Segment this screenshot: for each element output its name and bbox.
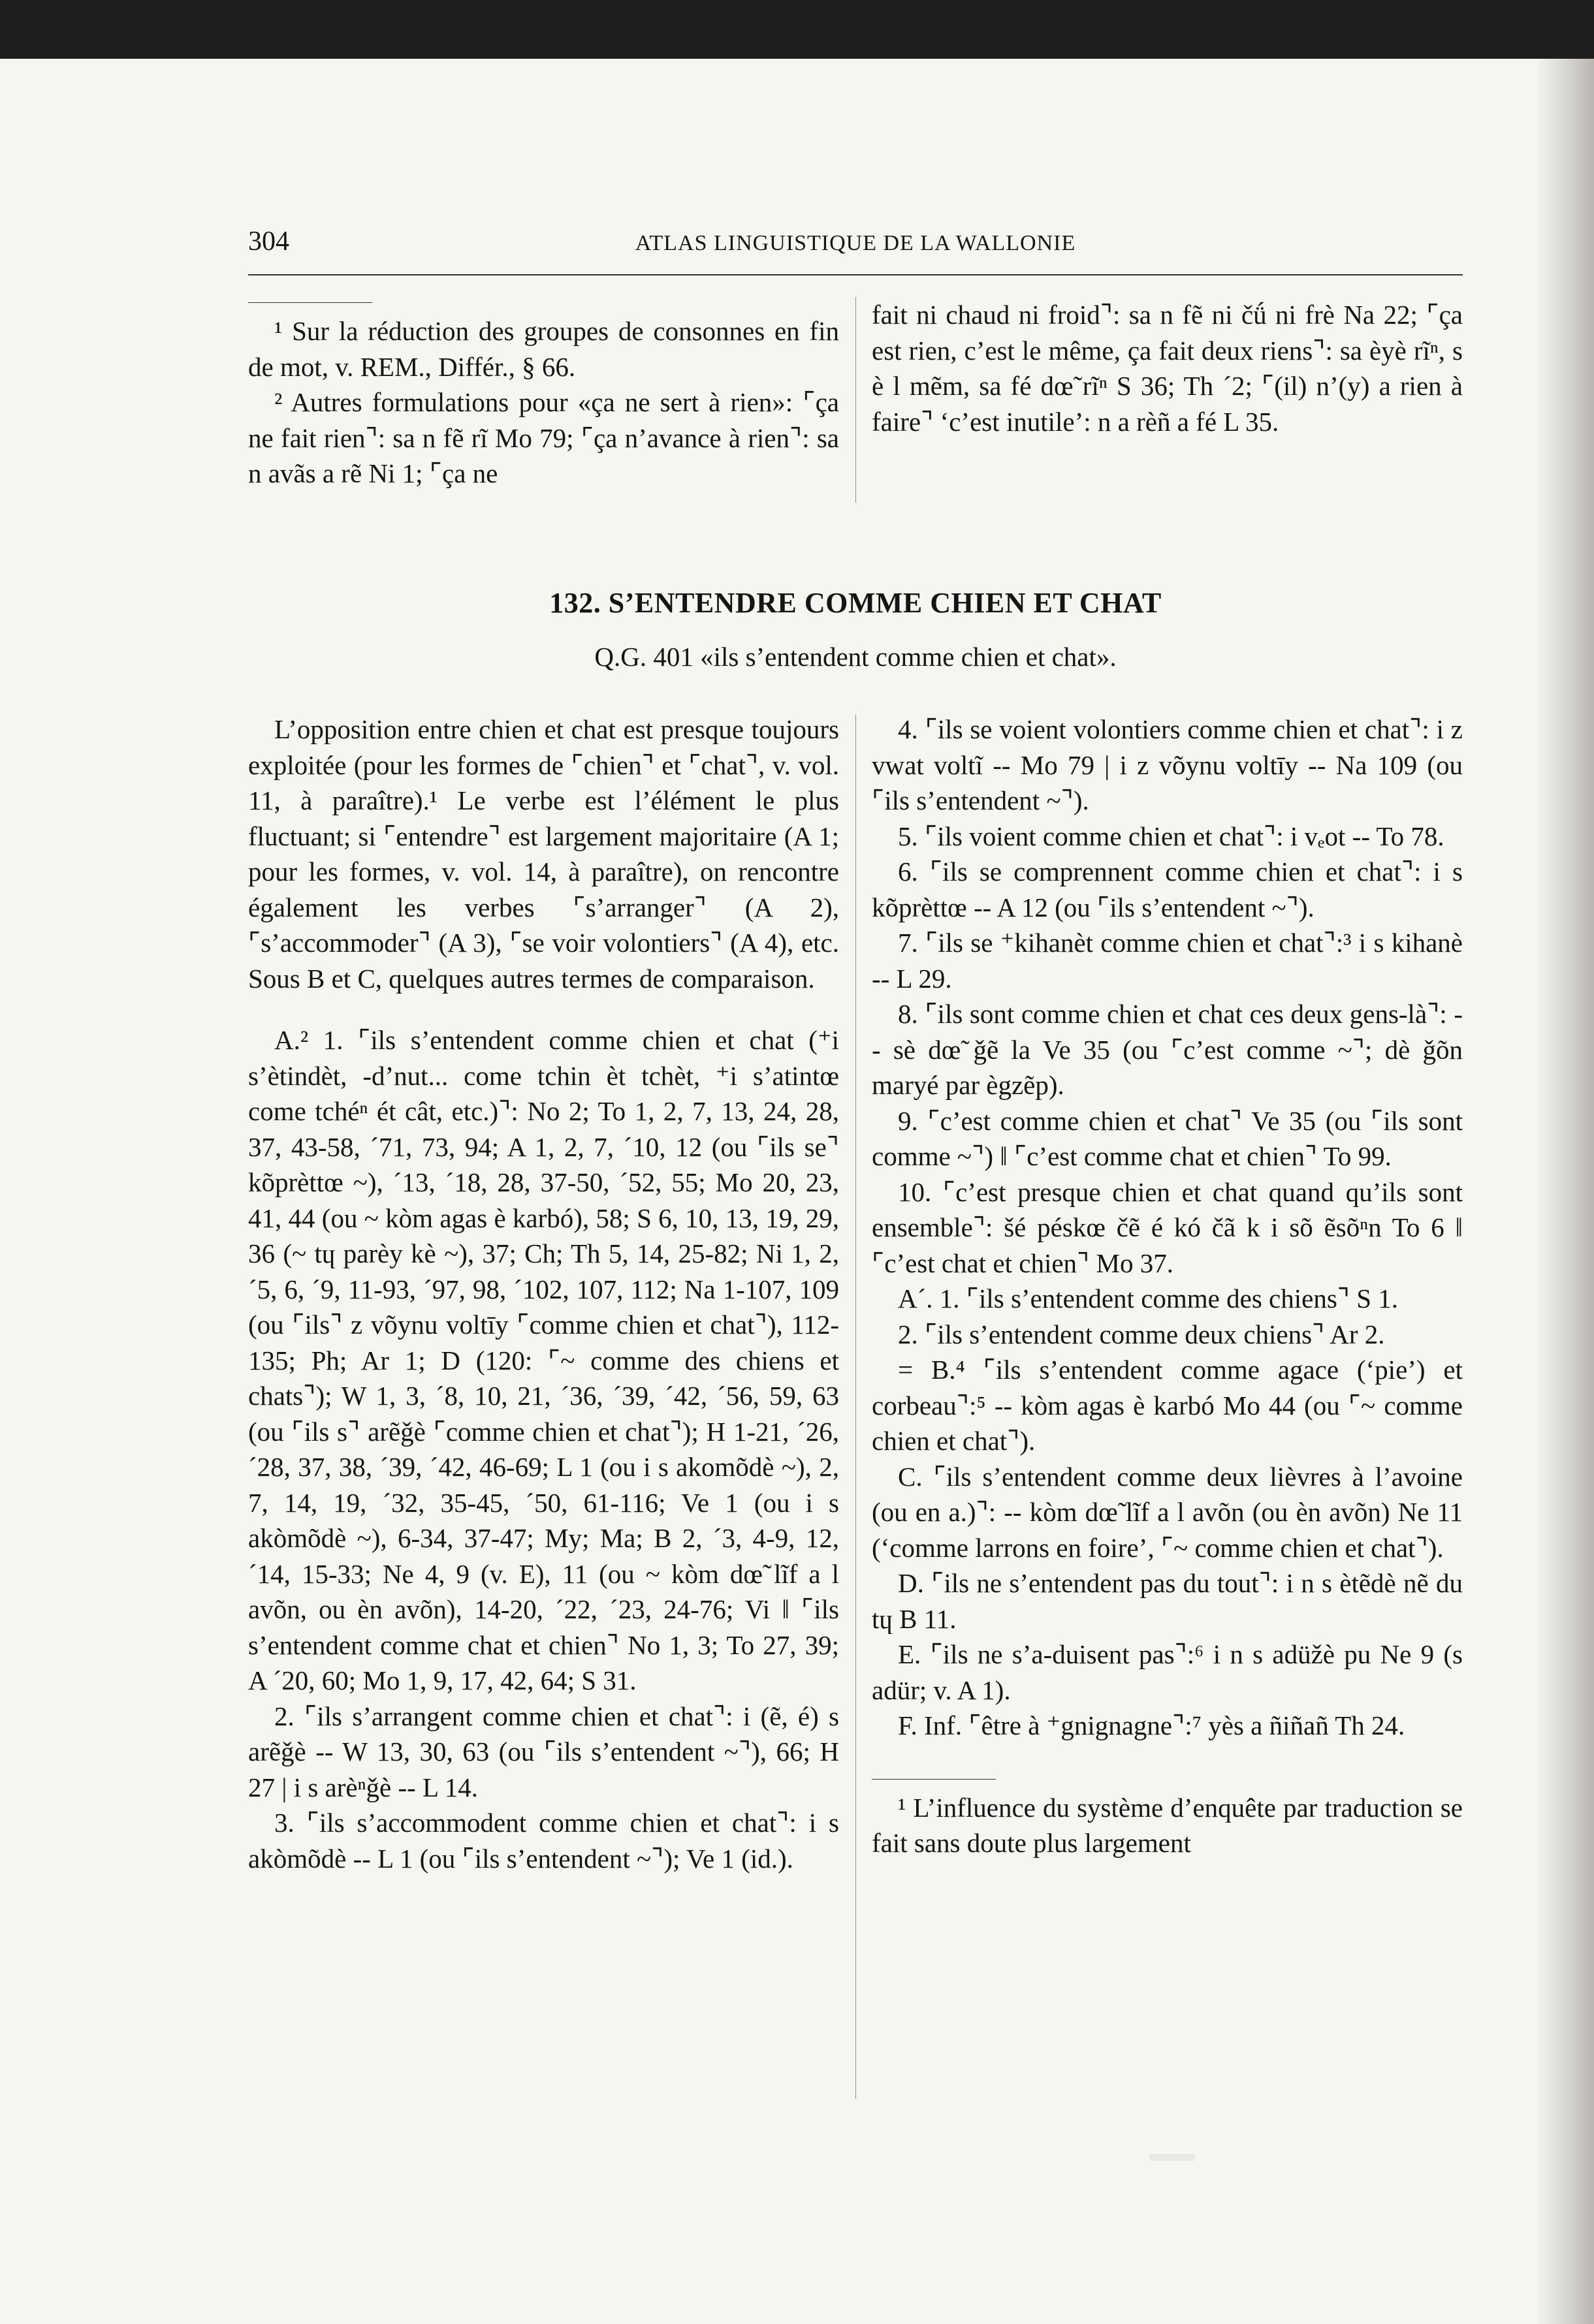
column-divider-top bbox=[855, 297, 856, 503]
entry-A7: 7. ⌜ils se ⁺kihanèt comme chien et chat⌝:³ i s kihanè -- L 29. bbox=[872, 928, 1463, 994]
entry-E: E. ⌜ils ne s’a-duisent pas⌝:⁶ i n s adüžè pu Ne 9 (s adür; v. A 1). bbox=[872, 1639, 1463, 1705]
entry-B: = B.⁴ ⌜ils s’entendent comme agace (‘pie’) et corbeau⌝:⁵ -- kòm agas è karbó Mo 44 (ou ⌜~ comme chien et chat⌝). bbox=[872, 1355, 1463, 1456]
section-title: 132. S’ENTENDRE COMME CHIEN ET CHAT bbox=[549, 587, 1162, 619]
scan-mark bbox=[1149, 2154, 1195, 2161]
entry-A5: 5. ⌜ils voient comme chien et chat⌝: i vₑot -- To 78. bbox=[898, 821, 1444, 851]
section-question: Q.G. 401 «ils s’entendent comme chien et chat». bbox=[594, 642, 1117, 672]
entry-A6: 6. ⌜ils se comprennent comme chien et chat⌝: i s kõprèttœ -- A 12 (ou ⌜ils s’entendent ~⌝). bbox=[872, 856, 1463, 922]
entry-A8: 8. ⌜ils sont comme chien et chat ces deux gens-là⌝: -- sè dœ̃ ǧẽ la Ve 35 (ou ⌜c’est comme ~⌝; dè ǧõn maryé par ègzẽp). bbox=[872, 999, 1463, 1100]
entry-A10: 10. ⌜c’est presque chien et chat quand qu’ils sont ensemble⌝: šé péskœ čẽ é kó čã k i sõ ẽsõⁿn To 6 ‖ ⌜c’est chat et chien⌝ Mo 37. bbox=[872, 1176, 1463, 1278]
footnote-rule bbox=[248, 302, 372, 303]
footnote-section-1: ¹ L’influence du système d’enquête par traduction se fait sans doute plus largement bbox=[872, 1792, 1463, 1858]
entry-A-prime-1: A´. 1. ⌜ils s’entendent comme des chiens⌝ S 1. bbox=[898, 1283, 1399, 1313]
running-header bbox=[248, 222, 1463, 275]
running-title: ATLAS LINGUISTIQUE DE LA WALLONIE bbox=[635, 231, 1076, 255]
entry-D: D. ⌜ils ne s’entendent pas du tout⌝: i n s ètẽdè nẽ du tɥ B 11. bbox=[872, 1568, 1463, 1634]
entry-A4: 4. ⌜ils se voient volontiers comme chien et chat⌝: i z vwat voltĩ -- Mo 79 | i z võynu voltīy -- Na 109 (ou ⌜ils s’entendent ~⌝). bbox=[872, 714, 1463, 815]
page-edge-shadow bbox=[1535, 59, 1594, 2324]
entry-F: F. Inf. ⌜être à ⁺gnignagne⌝:⁷ yès a ñiñañ Th 24. bbox=[898, 1710, 1405, 1740]
footnote-1: ¹ Sur la réduction des groupes de consonnes en fin de mot, v. REM., Différ., § 66. bbox=[248, 316, 839, 382]
footnote-2: ² Autres formulations pour «ça ne sert à rien»: ⌜ça ne fait rien⌝: sa n fẽ rĩ Mo 79; ⌜ça n’avance à rien⌝: sa n avãs a rẽ Ni 1; ⌜ça ne bbox=[248, 387, 839, 488]
entry-A-prime-2: 2. ⌜ils s’entendent comme deux chiens⌝ Ar 2. bbox=[898, 1319, 1385, 1349]
entry-C: C. ⌜ils s’entendent comme deux lièvres à l’avoine (ou en a.)⌝: -- kòm dœ̃ lĩf a l avõn (ou èn avõn) Ne 11 (‘comme larrons en foire’, ⌜~ comme chien et chat⌝). bbox=[872, 1461, 1463, 1563]
footnote-rule bbox=[872, 1779, 996, 1780]
intro-paragraph: L’opposition entre chien et chat est presque toujours exploitée (pour les formes de ⌜chien⌝ et ⌜chat⌝, v. vol. 11, à paraître).¹ Le verbe est l’élément le plus fluctuant; si ⌜entendre⌝ est largement majoritaire (A 1; pour les formes, v. vol. 14, à paraître), on rencontre également les verbes ⌜s’arranger⌝ (A 2), ⌜s’accommoder⌝ (A 3), ⌜se voir volontiers⌝ (A 4), etc. Sous B et C, quelques autres termes de comparaison. bbox=[248, 714, 839, 994]
column-divider-main bbox=[855, 715, 856, 2099]
footnotes-previous-entry bbox=[248, 297, 839, 492]
right-column bbox=[872, 712, 1463, 1861]
footnote-2-continued: fait ni chaud ni froid⌝: sa n fẽ ni čǘ ni frè Na 22; ⌜ça est rien, c’est le même, ça fait deux riens⌝: sa èyè rĩⁿ, s è l mẽm, sa fé dœ̃ rĩⁿ S 36; Th ´2; ⌜(il) n’(y) a rien à faire⌝ ‘c’est inutile’: n a rèñ a fé L 35. bbox=[872, 300, 1463, 437]
left-column bbox=[248, 712, 839, 1876]
page-number: 304 bbox=[248, 227, 289, 257]
footnote-continuation bbox=[872, 297, 1463, 439]
entry-A3: 3. ⌜ils s’accommodent comme chien et chat⌝: i s akòmõdè -- L 1 (ou ⌜ils s’entendent ~⌝); Ve 1 (id.). bbox=[248, 1808, 839, 1874]
entry-A1: A.² 1. ⌜ils s’entendent comme chien et chat (⁺i s’ètindèt, -d’nut... come tchin èt tchèt, ⁺i s’atintœ come tchéⁿ ét cât, etc.)⌝: No 2; To 1, 2, 7, 13, 24, 28, 37, 43-58, ´71, 73, 94; A 1, 2, 7, ´10, 12 (ou ⌜ils se⌝ kõprèttœ ~), ´13, ´18, 28, 37-50, ´52, 55; Mo 20, 23, 41, 44 (ou ~ kòm agas è karbó), 58; S 6, 10, 13, 19, 29, 36 (~ tɥ parèy kè ~), 37; Ch; Th 5, 14, 25-82; Ni 1, 2, ´5, 6, ´9, 11-93, ´97, 98, ´102, 107, 112; Na 1-107, 109 (ou ⌜ils⌝ z võynu voltīy ⌜comme chien et chat⌝), 112-135; Ph; Ar 1; D (120: ⌜~ comme des chiens et chats⌝); W 1, 3, ´8, 10, 21, ´36, ´39, ´42, ´56, 59, 63 (ou ⌜ils s⌝ arẽǧè ⌜comme chien et chat⌝); H 1-21, ´26, ´28, 37, 38, ´39, ´42, 46-69; L 1 (ou i s akomõdè ~), 2, 7, 14, 19, ´32, 35-45, ´50, 61-116; Ve 1 (ou i s akòmõdè ~), 6-34, 37-47; My; Ma; B 2, ´3, 4-9, 12, ´14, 15-33; Ne 4, 9 (v. E), 11 (ou ~ kòm dœ̃ lĩf a l avõn, ou èn avõn), 14-20, ´22, ´23, 24-76; Vi ‖ ⌜ils s’entendent comme chat et chien⌝ No 1, 3; To 27, 39; A ´20, 60; Mo 1, 9, 17, 42, 64; S 31. bbox=[248, 1025, 839, 1695]
entry-A9: 9. ⌜c’est comme chien et chat⌝ Ve 35 (ou ⌜ils sont comme ~⌝) ‖ ⌜c’est comme chat et chien⌝ To 99. bbox=[872, 1105, 1463, 1171]
entry-A2: 2. ⌜ils s’arrangent comme chien et chat⌝: i (ẽ, é) s arẽǧè -- W 13, 30, 63 (ou ⌜ils s’entendent ~⌝), 66; H 27 | i s arèⁿǧè -- L 14. bbox=[248, 1701, 839, 1802]
